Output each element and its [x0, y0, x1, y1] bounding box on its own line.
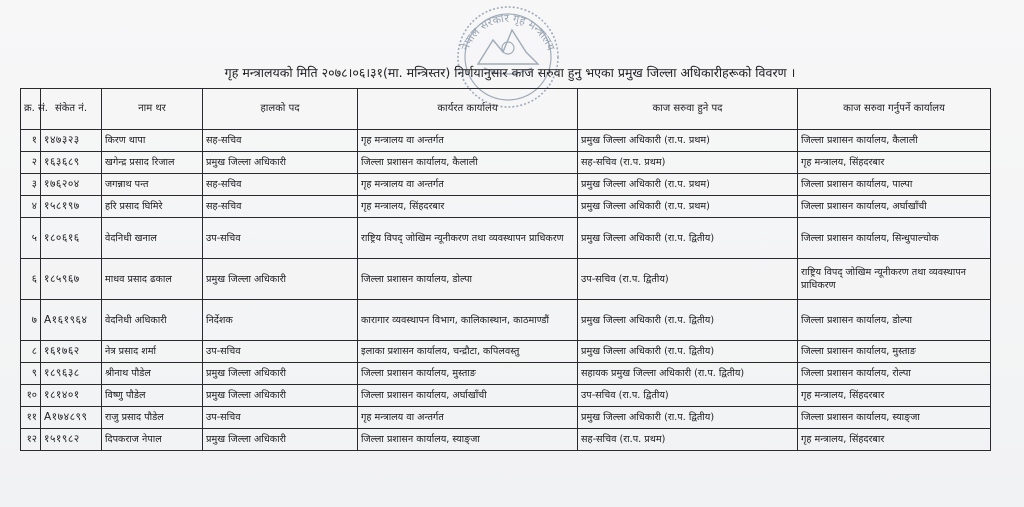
table-row [21, 130, 991, 152]
cell-current-office: जिल्ला प्रशासन कार्यालय, डोल्पा [358, 259, 578, 300]
cell-new-post: प्रमुख जिल्ला अधिकारी (रा.प. प्रथम) [578, 174, 798, 196]
cell-current-office: जिल्ला प्रशासन कार्यालय, कैलाली [358, 152, 578, 174]
cell-code: १८९६३८ [41, 363, 102, 385]
cell-current-post: निर्देशक [203, 300, 358, 341]
cell-current-post: सह-सचिव [203, 196, 358, 218]
cell-serial: ५ [21, 218, 41, 259]
cell-serial: १२ [21, 429, 41, 451]
cell-serial: ११ [21, 407, 41, 429]
cell-serial: ८ [21, 341, 41, 363]
cell-new-office: जिल्ला प्रशासन कार्यालय, स्याङ्जा [798, 407, 991, 429]
table-row [21, 196, 991, 218]
cell-current-post: प्रमुख जिल्ला अधिकारी [203, 429, 358, 451]
cell-code: १५८१९७ [41, 196, 102, 218]
cell-current-post: प्रमुख जिल्ला अधिकारी [203, 385, 358, 407]
cell-serial: ९ [21, 363, 41, 385]
cell-code: १८१४०१ [41, 385, 102, 407]
cell-new-post: उप-सचिव (रा.प. द्वितीय) [578, 259, 798, 300]
cell-new-post: प्रमुख जिल्ला अधिकारी (रा.प. द्वितीय) [578, 300, 798, 341]
cell-current-office: राष्ट्रिय विपद् जोखिम न्यूनीकरण तथा व्यवस्थापन प्राधिकरण [358, 218, 578, 259]
cell-new-post: प्रमुख जिल्ला अधिकारी (रा.प. प्रथम) [578, 130, 798, 152]
cell-current-office: इलाका प्रशासन कार्यालय, चन्द्रौटा, कपिलवस्तु [358, 341, 578, 363]
cell-current-office: जिल्ला प्रशासन कार्यालय, मुस्ताङ [358, 363, 578, 385]
transfer-table [20, 88, 991, 451]
cell-name: वेदनिधी अधिकारी [102, 300, 203, 341]
table-row [21, 429, 991, 451]
cell-current-post: सह-सचिव [203, 130, 358, 152]
column-header-code: संकेत नं. [41, 89, 102, 130]
document-title: गृह मन्त्रालयको मिति २०७८।०६।३१(मा. मन्त्रिस्तर) निर्णयानुसार काज सरुवा हुनु भएका प्रमुख जिल्ला अधिकारीहरूको विवरण । [224, 65, 796, 80]
cell-new-office: जिल्ला प्रशासन कार्यालय, मुस्ताङ [798, 341, 991, 363]
cell-current-office: कारागार व्यवस्थापन विभाग, कालिकास्थान, काठमाण्डौं [358, 300, 578, 341]
cell-code: १६३६८९ [41, 152, 102, 174]
cell-current-post: प्रमुख जिल्ला अधिकारी [203, 259, 358, 300]
cell-new-post: उप-सचिव (रा.प. द्वितीय) [578, 385, 798, 407]
cell-code: A१६१९६४ [41, 300, 102, 341]
cell-new-post: प्रमुख जिल्ला अधिकारी (रा.प. द्वितीय) [578, 341, 798, 363]
column-header-name: नाम थर [102, 89, 203, 130]
cell-new-office: जिल्ला प्रशासन कार्यालय, सिन्धुपाल्चोक [798, 218, 991, 259]
cell-name: किरण थापा [102, 130, 203, 152]
column-header-current-post: हालको पद [203, 89, 358, 130]
column-header-serial: क्र. सं. [21, 89, 41, 130]
cell-new-post: सह-सचिव (रा.प. प्रथम) [578, 152, 798, 174]
cell-name: विष्णु पौडेल [102, 385, 203, 407]
cell-current-office: गृह मन्त्रालय, सिंहदरबार [358, 196, 578, 218]
cell-code: १५१९८२ [41, 429, 102, 451]
table-row [21, 218, 991, 259]
cell-name: खगेन्द्र प्रसाद रिजाल [102, 152, 203, 174]
table-row [21, 300, 991, 341]
cell-current-post: प्रमुख जिल्ला अधिकारी [203, 152, 358, 174]
cell-current-post: उप-सचिव [203, 407, 358, 429]
cell-new-post: प्रमुख जिल्ला अधिकारी (रा.प. द्वितीय) [578, 218, 798, 259]
cell-new-post: सह-सचिव (रा.प. प्रथम) [578, 429, 798, 451]
table-row [21, 385, 991, 407]
cell-serial: ३ [21, 174, 41, 196]
seal-text: नेपाल सरकार गृह मन्त्रालय [458, 11, 558, 53]
cell-current-post: उप-सचिव [203, 218, 358, 259]
column-header-new-post: काज सरुवा हुने पद [578, 89, 798, 130]
cell-name: श्रीनाथ पौडेल [102, 363, 203, 385]
cell-current-office: गृह मन्त्रालय वा अन्तर्गत [358, 174, 578, 196]
table-header-row [21, 89, 991, 130]
cell-serial: ६ [21, 259, 41, 300]
cell-new-office: जिल्ला प्रशासन कार्यालय, कैलाली [798, 130, 991, 152]
table-row [21, 259, 991, 300]
cell-serial: ७ [21, 300, 41, 341]
cell-new-office: जिल्ला प्रशासन कार्यालय, रोल्पा [798, 363, 991, 385]
cell-new-office: जिल्ला प्रशासन कार्यालय, डोल्पा [798, 300, 991, 341]
cell-new-office: गृह मन्त्रालय, सिंहदरबार [798, 429, 991, 451]
cell-new-post: सहायक प्रमुख जिल्ला अधिकारी (रा.प. द्वितीय) [578, 363, 798, 385]
cell-serial: १० [21, 385, 41, 407]
cell-name: नेत्र प्रसाद शर्मा [102, 341, 203, 363]
cell-code: १७६२०४ [41, 174, 102, 196]
cell-name: जगन्नाथ पन्त [102, 174, 203, 196]
cell-current-office: जिल्ला प्रशासन कार्यालय, अर्घाखाँची [358, 385, 578, 407]
cell-name: माधव प्रसाद ढकाल [102, 259, 203, 300]
cell-name: वेदनिधी खनाल [102, 218, 203, 259]
cell-serial: १ [21, 130, 41, 152]
cell-current-office: गृह मन्त्रालय वा अन्तर्गत [358, 407, 578, 429]
column-header-current-office: कार्यरत कार्यालय [358, 89, 578, 130]
cell-current-office: जिल्ला प्रशासन कार्यालय, स्याङ्जा [358, 429, 578, 451]
cell-code: १८५९६७ [41, 259, 102, 300]
cell-name: हरि प्रसाद घिमिरे [102, 196, 203, 218]
cell-current-office: गृह मन्त्रालय वा अन्तर्गत [358, 130, 578, 152]
cell-name: राजु प्रसाद पौडेल [102, 407, 203, 429]
column-header-new-office: काज सरुवा गर्नुपर्ने कार्यालय [798, 89, 991, 130]
cell-new-post: प्रमुख जिल्ला अधिकारी (रा.प. द्वितीय) [578, 407, 798, 429]
cell-name: दिपकराज नेपाल [102, 429, 203, 451]
cell-serial: २ [21, 152, 41, 174]
cell-code: १८०६१६ [41, 218, 102, 259]
cell-code: १४७३२३ [41, 130, 102, 152]
cell-new-post: प्रमुख जिल्ला अधिकारी (रा.प. प्रथम) [578, 196, 798, 218]
cell-code: १६१७६२ [41, 341, 102, 363]
cell-new-office: जिल्ला प्रशासन कार्यालय, पाल्पा [798, 174, 991, 196]
cell-new-office: गृह मन्त्रालय, सिंहदरबार [798, 385, 991, 407]
table-row [21, 341, 991, 363]
svg-text:नेपाल सरकार गृह मन्त्रालय [459, 12, 558, 53]
cell-new-office: जिल्ला प्रशासन कार्यालय, अर्घाखाँची [798, 196, 991, 218]
cell-current-post: सह-सचिव [203, 174, 358, 196]
cell-serial: ४ [21, 196, 41, 218]
table-row [21, 174, 991, 196]
table-row [21, 407, 991, 429]
cell-code: A१७४८९९ [41, 407, 102, 429]
cell-new-office: गृह मन्त्रालय, सिंहदरबार [798, 152, 991, 174]
cell-current-post: उप-सचिव [203, 341, 358, 363]
cell-current-post: प्रमुख जिल्ला अधिकारी [203, 363, 358, 385]
cell-new-office: राष्ट्रिय विपद् जोखिम न्यूनीकरण तथा व्यवस्थापन प्राधिकरण [798, 259, 991, 300]
table-row [21, 363, 991, 385]
table-row [21, 152, 991, 174]
